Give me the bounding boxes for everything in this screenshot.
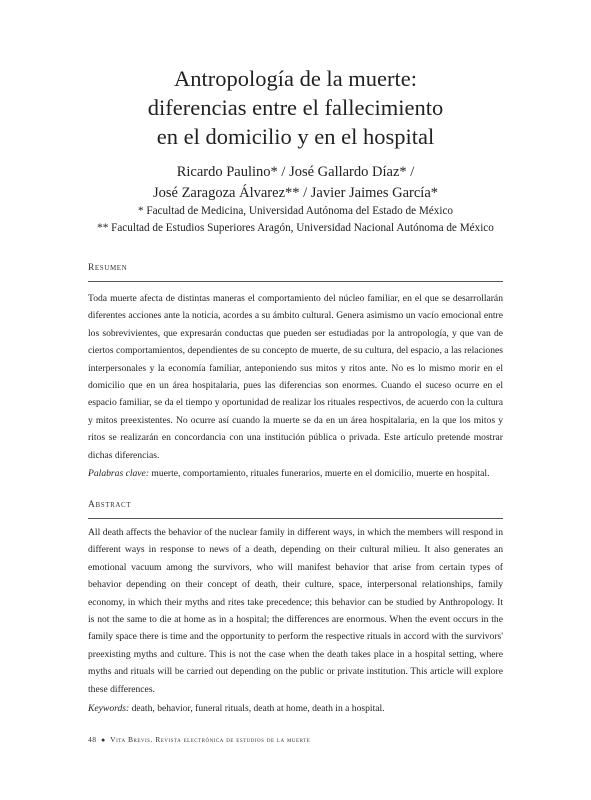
- palabras-clave: [88, 465, 503, 482]
- resumen-divider: [88, 281, 503, 282]
- page-footer: [88, 735, 310, 744]
- title-line-1: Antropología de la muerte:: [173, 66, 418, 91]
- article-title: [60, 64, 531, 151]
- keywords-list: death, behavior, funeral rituals, death at home, death in a hospital.: [129, 703, 385, 714]
- page-number: 48: [88, 735, 97, 744]
- authors-line-2: José Zaragoza Álvarez** / Javier Jaimes García*: [152, 185, 439, 201]
- affiliations: [60, 203, 531, 237]
- journal-name: Vita Brevis. Revista electrónica de estudios de la muerte: [110, 735, 311, 744]
- abstract-divider: [88, 518, 503, 519]
- palabras-clave-label: Palabras clave:: [88, 468, 150, 479]
- authors-line-1: Ricardo Paulino* / José Gallardo Díaz* /: [176, 164, 415, 180]
- bullet-icon: ●: [101, 736, 106, 744]
- affiliation-2: ** Facultad de Estudios Superiores Aragón, Universidad Nacional Autónoma de México: [97, 222, 494, 234]
- palabras-clave-list: muerte, comportamiento, rituales funerarios, muerte en el domicilio, muerte en hospital.: [149, 468, 490, 479]
- abstract-body: All death affects the behavior of the nuclear family in different ways, in which the members will respond in different ways in response to news of a death, depending on their cultural milieu. It also generates an emotional vacuum among the survivors, who will manifest behavior that arise from certain types of behavior depending on their concept of death, their culture, space, interpersonal relationships, family economy, in which their myths and rites take precedence; this behavior can be studied by Anthropology. It is not the same to die at home as in a hospital; the differences are enormous. When the event occurs in the family space there is time and the opportunity to perform the respective rituals in accord with the survivors' preexisting myths and culture. This is not the case when the death takes place in a hospital setting, where myths and rituals will be carried out depending on the public or private institution. This article will explore these differences.: [88, 527, 503, 695]
- keywords-label: Keywords:: [88, 703, 130, 714]
- affiliation-1: * Facultad de Medicina, Universidad Autónoma del Estado de México: [137, 205, 454, 217]
- title-line-3: en el domicilio y en el hospital: [156, 124, 435, 149]
- author-list: [60, 162, 531, 204]
- resumen-heading: Resumen: [88, 263, 128, 273]
- abstract-heading: Abstract: [88, 500, 132, 510]
- resumen-body: Toda muerte afecta de distintas maneras el comportamiento del núcleo familiar, en el que se desarrollarán diferentes acciones ante la noticia, acordes a su ámbito cultural. Genera asimismo un vacío emocional entre los sobrevivientes, que expresarán conductas que pueden ser estudiadas por la antropología, y que van de ciertos comportamientos, dependientes de su concepto de muerte, de su cultura, del espacio, a las relaciones interpersonales y la economía familiar, anteponiendo sus mitos y ritos ante. No es lo mismo morir en el domicilio que en un área hospitalaria, pues las diferencias son enormes. Cuando el suceso ocurre en el espacio familiar, se da el tiempo y oportunidad de realizar los rituales respectivos, de acuerdo con la cultura y mitos preexistentes. No ocurre así cuando la muerte se da en un área hospitalaria, en la que los mitos y ritos se realizarán en concordancia con una institución pública o privada. Este artículo pretende mostrar dichas diferencias.: [88, 293, 503, 461]
- title-line-2: diferencias entre el fallecimiento: [147, 95, 444, 120]
- keywords: [88, 700, 503, 717]
